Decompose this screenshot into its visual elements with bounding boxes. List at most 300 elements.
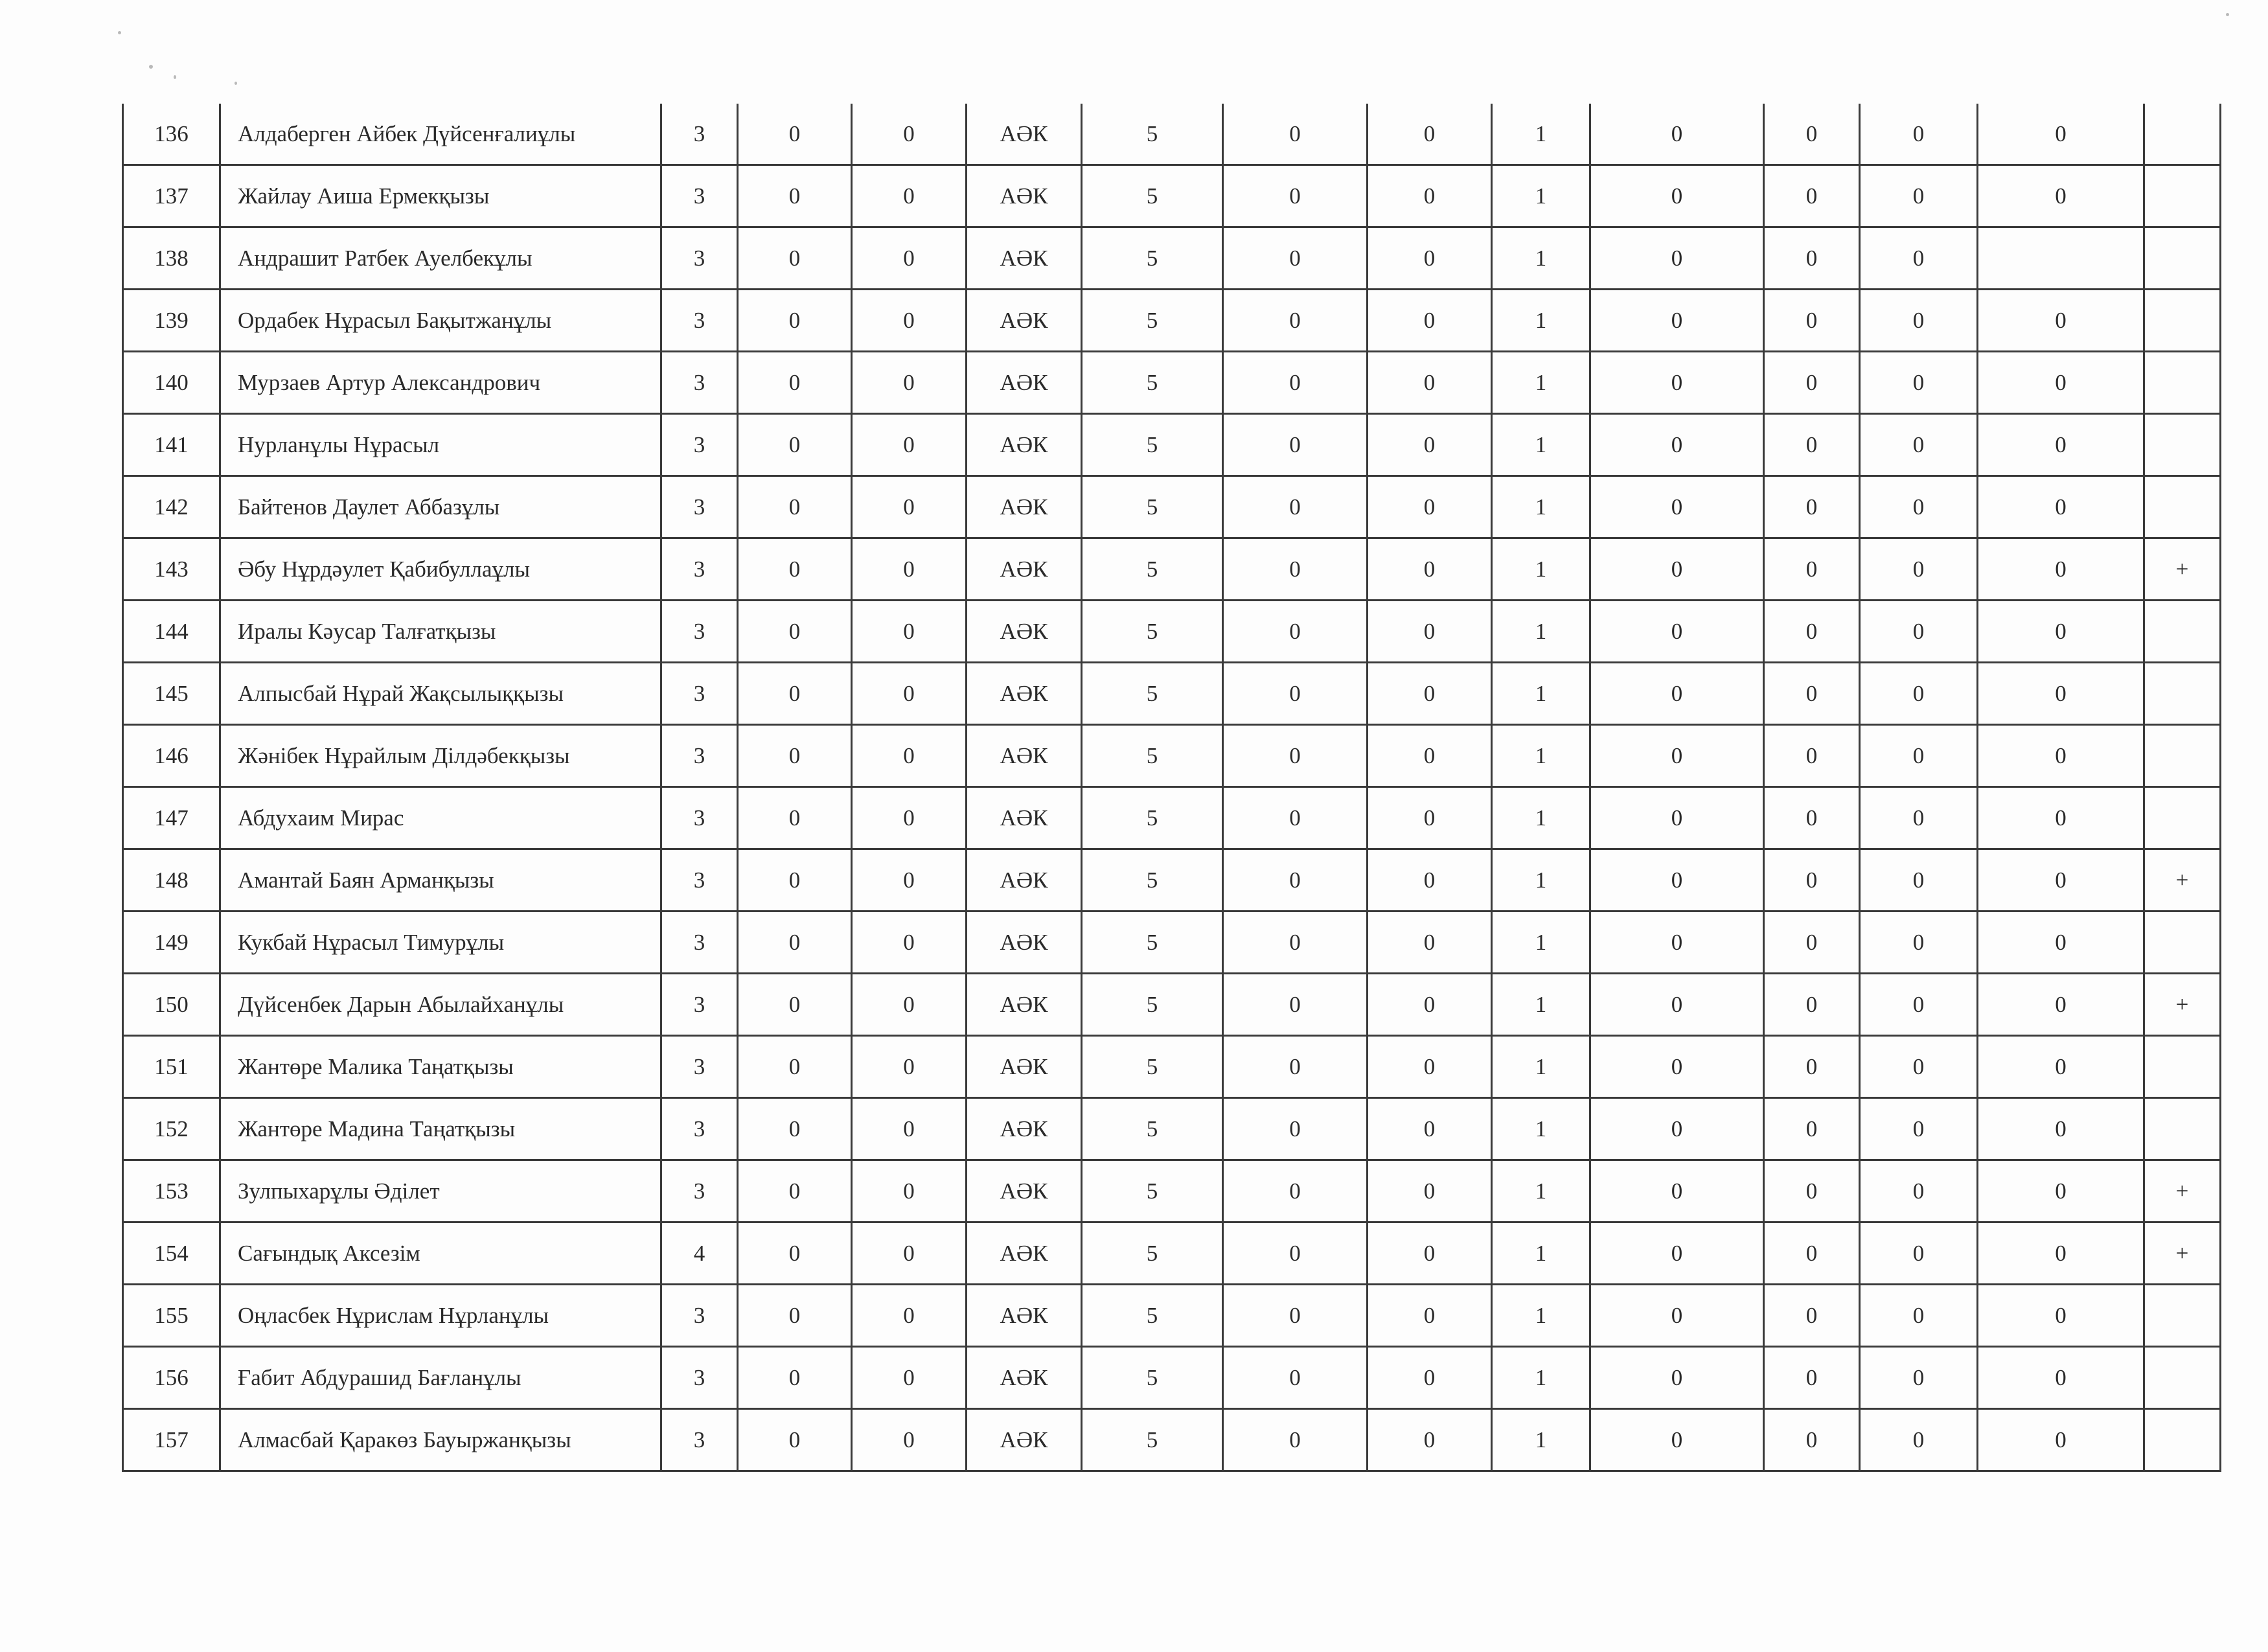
plus-mark-cell <box>2144 787 2221 849</box>
value-cell: 0 <box>1764 414 1860 476</box>
value-cell: 0 <box>1368 165 1492 227</box>
value-cell: 5 <box>1082 663 1223 725</box>
value-cell: 5 <box>1082 1222 1223 1285</box>
plus-mark-cell <box>2144 104 2221 165</box>
value-cell: 0 <box>1368 663 1492 725</box>
value-cell: 0 <box>1764 849 1860 912</box>
value-cell: 0 <box>1590 912 1764 974</box>
value-cell: 0 <box>1590 1098 1764 1160</box>
student-name: Әбу Нұрдәулет Қабибуллаұлы <box>220 538 661 601</box>
value-cell: 1 <box>1492 352 1590 414</box>
grade-cell: 3 <box>661 974 738 1036</box>
value-cell: 0 <box>1978 414 2144 476</box>
student-name: Алдаберген Айбек Дүйсенғалиұлы <box>220 104 661 165</box>
value-cell: 0 <box>852 1285 967 1347</box>
grade-cell: 3 <box>661 476 738 538</box>
value-cell: 0 <box>1223 538 1368 601</box>
value-cell: 0 <box>738 1098 852 1160</box>
value-cell: 0 <box>738 414 852 476</box>
value-cell: 0 <box>1590 1160 1764 1222</box>
value-cell: 0 <box>852 414 967 476</box>
value-cell: 1 <box>1492 1098 1590 1160</box>
value-cell: 0 <box>852 1222 967 1285</box>
plus-mark-cell <box>2144 1036 2221 1098</box>
table-row <box>123 1285 2221 1347</box>
scan-speck <box>149 65 153 69</box>
school-code-cell: АӘК <box>967 787 1082 849</box>
grade-cell: 3 <box>661 104 738 165</box>
plus-mark-cell: + <box>2144 1160 2221 1222</box>
school-code-cell: АӘК <box>967 227 1082 290</box>
row-number: 146 <box>123 725 220 787</box>
school-code-cell: АӘК <box>967 1098 1082 1160</box>
plus-mark-cell <box>2144 1098 2221 1160</box>
value-cell: 0 <box>738 1160 852 1222</box>
value-cell: 0 <box>1590 538 1764 601</box>
value-cell: 0 <box>1590 1347 1764 1409</box>
value-cell: 1 <box>1492 1409 1590 1471</box>
value-cell: 0 <box>852 1098 967 1160</box>
value-cell: 0 <box>1223 1409 1368 1471</box>
school-code-cell: АӘК <box>967 849 1082 912</box>
value-cell: 0 <box>1590 104 1764 165</box>
table-row <box>123 290 2221 352</box>
value-cell: 5 <box>1082 912 1223 974</box>
value-cell: 0 <box>1368 104 1492 165</box>
value-cell: 0 <box>1590 1222 1764 1285</box>
student-name: Зулпыхарұлы Әділет <box>220 1160 661 1222</box>
value-cell: 0 <box>1590 725 1764 787</box>
student-name: Ғабит Абдурашид Бағланұлы <box>220 1347 661 1409</box>
student-name: Ордабек Нұрасыл Бақытжанұлы <box>220 290 661 352</box>
row-number: 137 <box>123 165 220 227</box>
table-row <box>123 165 2221 227</box>
value-cell: 0 <box>1223 663 1368 725</box>
value-cell: 0 <box>852 663 967 725</box>
value-cell: 0 <box>1368 352 1492 414</box>
value-cell: 0 <box>1590 290 1764 352</box>
value-cell: 0 <box>1860 476 1978 538</box>
value-cell: 0 <box>1860 912 1978 974</box>
student-name: Жәнібек Нұрайлым Ділдәбекқызы <box>220 725 661 787</box>
value-cell: 0 <box>1860 1409 1978 1471</box>
value-cell: 0 <box>1978 1098 2144 1160</box>
value-cell: 0 <box>1223 104 1368 165</box>
value-cell: 0 <box>738 1222 852 1285</box>
row-number: 147 <box>123 787 220 849</box>
value-cell: 0 <box>1764 476 1860 538</box>
school-code-cell: АӘК <box>967 1347 1082 1409</box>
value-cell: 0 <box>1860 414 1978 476</box>
value-cell: 1 <box>1492 227 1590 290</box>
value-cell: 0 <box>1223 227 1368 290</box>
table-row <box>123 227 2221 290</box>
grade-cell: 3 <box>661 227 738 290</box>
value-cell: 0 <box>1978 849 2144 912</box>
value-cell: 0 <box>1978 601 2144 663</box>
value-cell: 0 <box>1978 787 2144 849</box>
value-cell: 5 <box>1082 290 1223 352</box>
grade-cell: 3 <box>661 414 738 476</box>
value-cell: 0 <box>1368 1036 1492 1098</box>
plus-mark-cell <box>2144 663 2221 725</box>
value-cell: 0 <box>1590 974 1764 1036</box>
value-cell: 1 <box>1492 787 1590 849</box>
grade-cell: 3 <box>661 1036 738 1098</box>
value-cell: 5 <box>1082 1036 1223 1098</box>
grade-cell: 4 <box>661 1222 738 1285</box>
grade-cell: 3 <box>661 1160 738 1222</box>
table-row <box>123 104 2221 165</box>
value-cell: 0 <box>1860 104 1978 165</box>
school-code-cell: АӘК <box>967 290 1082 352</box>
value-cell: 0 <box>1368 538 1492 601</box>
value-cell: 0 <box>852 290 967 352</box>
value-cell: 0 <box>1368 290 1492 352</box>
value-cell: 0 <box>1764 663 1860 725</box>
school-code-cell: АӘК <box>967 663 1082 725</box>
table-row <box>123 725 2221 787</box>
value-cell: 0 <box>1590 414 1764 476</box>
value-cell: 0 <box>738 227 852 290</box>
value-cell: 0 <box>1860 227 1978 290</box>
row-number: 149 <box>123 912 220 974</box>
value-cell: 0 <box>852 601 967 663</box>
value-cell: 0 <box>1223 414 1368 476</box>
value-cell: 1 <box>1492 538 1590 601</box>
value-cell: 0 <box>1978 912 2144 974</box>
value-cell: 0 <box>1368 414 1492 476</box>
value-cell: 0 <box>1764 538 1860 601</box>
value-cell: 0 <box>1860 1098 1978 1160</box>
value-cell: 0 <box>852 849 967 912</box>
value-cell: 0 <box>1590 227 1764 290</box>
plus-mark-cell <box>2144 352 2221 414</box>
value-cell: 0 <box>1860 1347 1978 1409</box>
school-code-cell: АӘК <box>967 165 1082 227</box>
row-number: 145 <box>123 663 220 725</box>
value-cell: 0 <box>1223 912 1368 974</box>
table-row <box>123 974 2221 1036</box>
value-cell: 0 <box>852 538 967 601</box>
value-cell: 0 <box>1860 1285 1978 1347</box>
value-cell: 0 <box>1590 601 1764 663</box>
table-row <box>123 414 2221 476</box>
value-cell: 0 <box>1368 974 1492 1036</box>
scan-speck <box>235 82 237 85</box>
plus-mark-cell <box>2144 1347 2221 1409</box>
value-cell: 0 <box>1860 601 1978 663</box>
value-cell: 0 <box>852 227 967 290</box>
value-cell: 0 <box>852 104 967 165</box>
value-cell: 0 <box>1764 1098 1860 1160</box>
value-cell: 0 <box>1590 663 1764 725</box>
value-cell: 0 <box>1764 165 1860 227</box>
row-number: 141 <box>123 414 220 476</box>
value-cell: 0 <box>1764 227 1860 290</box>
value-cell: 0 <box>738 601 852 663</box>
row-number: 148 <box>123 849 220 912</box>
plus-mark-cell <box>2144 601 2221 663</box>
plus-mark-cell: + <box>2144 849 2221 912</box>
value-cell: 5 <box>1082 538 1223 601</box>
value-cell: 0 <box>1764 352 1860 414</box>
row-number: 150 <box>123 974 220 1036</box>
grade-cell: 3 <box>661 538 738 601</box>
row-number: 143 <box>123 538 220 601</box>
value-cell: 0 <box>1978 663 2144 725</box>
school-code-cell: АӘК <box>967 725 1082 787</box>
value-cell: 0 <box>1590 1285 1764 1347</box>
value-cell: 1 <box>1492 165 1590 227</box>
student-name: Амантай Баян Арманқызы <box>220 849 661 912</box>
grade-cell: 3 <box>661 165 738 227</box>
value-cell: 0 <box>1860 290 1978 352</box>
value-cell: 0 <box>1223 165 1368 227</box>
table-row <box>123 1347 2221 1409</box>
student-name: Кукбай Нұрасыл Тимурұлы <box>220 912 661 974</box>
value-cell: 0 <box>738 104 852 165</box>
value-cell: 0 <box>738 912 852 974</box>
value-cell: 1 <box>1492 1285 1590 1347</box>
scan-speck <box>2226 13 2229 16</box>
school-code-cell: АӘК <box>967 352 1082 414</box>
value-cell: 0 <box>1590 849 1764 912</box>
value-cell: 0 <box>738 849 852 912</box>
value-cell: 1 <box>1492 1222 1590 1285</box>
value-cell: 5 <box>1082 227 1223 290</box>
student-name: Алмасбай Қаракөз Бауыржанқызы <box>220 1409 661 1471</box>
table-row <box>123 1160 2221 1222</box>
grade-cell: 3 <box>661 663 738 725</box>
student-roster-table <box>122 104 2221 1472</box>
value-cell: 5 <box>1082 165 1223 227</box>
value-cell: 0 <box>1978 725 2144 787</box>
school-code-cell: АӘК <box>967 912 1082 974</box>
value-cell: 0 <box>738 974 852 1036</box>
value-cell: 0 <box>852 1036 967 1098</box>
plus-mark-cell: + <box>2144 974 2221 1036</box>
table-row <box>123 1409 2221 1471</box>
value-cell: 0 <box>1764 290 1860 352</box>
student-name: Абдухаим Мирас <box>220 787 661 849</box>
school-code-cell: АӘК <box>967 1036 1082 1098</box>
value-cell: 1 <box>1492 290 1590 352</box>
value-cell: 5 <box>1082 974 1223 1036</box>
value-cell: 1 <box>1492 1347 1590 1409</box>
value-cell: 0 <box>1978 974 2144 1036</box>
table-row <box>123 601 2221 663</box>
value-cell: 0 <box>1764 104 1860 165</box>
value-cell: 0 <box>738 1036 852 1098</box>
row-number: 154 <box>123 1222 220 1285</box>
value-cell: 0 <box>1978 165 2144 227</box>
value-cell: 0 <box>738 787 852 849</box>
value-cell: 1 <box>1492 912 1590 974</box>
scan-speck <box>174 75 176 79</box>
value-cell: 0 <box>1223 1347 1368 1409</box>
student-name: Байтенов Даулет Аббазұлы <box>220 476 661 538</box>
value-cell: 0 <box>1590 1409 1764 1471</box>
grade-cell: 3 <box>661 912 738 974</box>
student-name: Дүйсенбек Дарын Абылайханұлы <box>220 974 661 1036</box>
plus-mark-cell <box>2144 1285 2221 1347</box>
table-row <box>123 1036 2221 1098</box>
value-cell: 0 <box>1223 974 1368 1036</box>
row-number: 151 <box>123 1036 220 1098</box>
school-code-cell: АӘК <box>967 1160 1082 1222</box>
school-code-cell: АӘК <box>967 1222 1082 1285</box>
value-cell: 0 <box>1223 1098 1368 1160</box>
value-cell: 5 <box>1082 1285 1223 1347</box>
value-cell: 0 <box>1223 725 1368 787</box>
value-cell: 0 <box>1978 1409 2144 1471</box>
value-cell: 0 <box>1223 1222 1368 1285</box>
grade-cell: 3 <box>661 290 738 352</box>
value-cell: 0 <box>1764 601 1860 663</box>
student-name: Оңласбек Нұрислам Нұрланұлы <box>220 1285 661 1347</box>
row-number: 136 <box>123 104 220 165</box>
value-cell: 5 <box>1082 787 1223 849</box>
value-cell: 0 <box>1978 1347 2144 1409</box>
row-number: 140 <box>123 352 220 414</box>
value-cell: 0 <box>1764 1160 1860 1222</box>
grade-cell: 3 <box>661 601 738 663</box>
table-row <box>123 476 2221 538</box>
value-cell: 0 <box>738 663 852 725</box>
value-cell: 5 <box>1082 1347 1223 1409</box>
row-number: 138 <box>123 227 220 290</box>
value-cell: 0 <box>1764 725 1860 787</box>
plus-mark-cell <box>2144 165 2221 227</box>
value-cell: 5 <box>1082 1409 1223 1471</box>
value-cell: 1 <box>1492 601 1590 663</box>
value-cell: 0 <box>1368 787 1492 849</box>
value-cell: 1 <box>1492 414 1590 476</box>
row-number: 155 <box>123 1285 220 1347</box>
grade-cell: 3 <box>661 1347 738 1409</box>
student-name: Жантөре Малика Таңатқызы <box>220 1036 661 1098</box>
value-cell: 0 <box>1978 1036 2144 1098</box>
school-code-cell: АӘК <box>967 476 1082 538</box>
value-cell: 0 <box>1860 352 1978 414</box>
row-number: 139 <box>123 290 220 352</box>
value-cell: 0 <box>1764 1222 1860 1285</box>
row-number: 157 <box>123 1409 220 1471</box>
value-cell: 0 <box>1223 1036 1368 1098</box>
value-cell: 0 <box>738 476 852 538</box>
value-cell: 0 <box>1978 476 2144 538</box>
school-code-cell: АӘК <box>967 1409 1082 1471</box>
value-cell: 0 <box>852 476 967 538</box>
value-cell: 0 <box>1223 1160 1368 1222</box>
table-row <box>123 663 2221 725</box>
value-cell: 0 <box>1590 787 1764 849</box>
value-cell: 0 <box>1860 1036 1978 1098</box>
plus-mark-cell: + <box>2144 538 2221 601</box>
value-cell: 5 <box>1082 1160 1223 1222</box>
school-code-cell: АӘК <box>967 414 1082 476</box>
value-cell: 0 <box>1223 787 1368 849</box>
value-cell: 0 <box>1978 290 2144 352</box>
value-cell: 0 <box>1368 601 1492 663</box>
value-cell: 5 <box>1082 414 1223 476</box>
value-cell: 0 <box>1223 601 1368 663</box>
value-cell: 0 <box>1978 1285 2144 1347</box>
grade-cell: 3 <box>661 849 738 912</box>
plus-mark-cell <box>2144 725 2221 787</box>
value-cell: 0 <box>1223 849 1368 912</box>
table-row <box>123 538 2221 601</box>
value-cell: 0 <box>852 352 967 414</box>
roster-body <box>123 104 2221 1471</box>
value-cell: 0 <box>1223 476 1368 538</box>
plus-mark-cell <box>2144 227 2221 290</box>
grade-cell: 3 <box>661 1285 738 1347</box>
value-cell: 0 <box>1764 1409 1860 1471</box>
value-cell: 0 <box>1978 538 2144 601</box>
plus-mark-cell <box>2144 912 2221 974</box>
value-cell: 0 <box>738 165 852 227</box>
value-cell: 0 <box>1764 1036 1860 1098</box>
value-cell: 0 <box>1978 1160 2144 1222</box>
value-cell: 0 <box>1368 1098 1492 1160</box>
school-code-cell: АӘК <box>967 104 1082 165</box>
plus-mark-cell <box>2144 476 2221 538</box>
value-cell: 0 <box>1978 1222 2144 1285</box>
value-cell: 0 <box>852 165 967 227</box>
value-cell: 0 <box>1860 1160 1978 1222</box>
plus-mark-cell <box>2144 290 2221 352</box>
value-cell: 1 <box>1492 1036 1590 1098</box>
value-cell: 0 <box>1368 476 1492 538</box>
value-cell: 5 <box>1082 104 1223 165</box>
value-cell: 0 <box>1764 912 1860 974</box>
grade-cell: 3 <box>661 352 738 414</box>
value-cell: 0 <box>1860 1222 1978 1285</box>
value-cell: 0 <box>1368 849 1492 912</box>
value-cell: 0 <box>1860 663 1978 725</box>
value-cell: 0 <box>738 725 852 787</box>
value-cell: 0 <box>738 1347 852 1409</box>
value-cell: 1 <box>1492 849 1590 912</box>
value-cell: 0 <box>1590 476 1764 538</box>
value-cell: 1 <box>1492 104 1590 165</box>
value-cell: 0 <box>1590 352 1764 414</box>
value-cell: 0 <box>1860 165 1978 227</box>
value-cell: 0 <box>852 725 967 787</box>
school-code-cell: АӘК <box>967 1285 1082 1347</box>
value-cell: 0 <box>1368 1222 1492 1285</box>
table-row <box>123 787 2221 849</box>
row-number: 156 <box>123 1347 220 1409</box>
value-cell: 0 <box>1860 974 1978 1036</box>
student-name: Алпысбай Нұрай Жақсылыққызы <box>220 663 661 725</box>
value-cell: 0 <box>852 787 967 849</box>
value-cell: 0 <box>1764 1285 1860 1347</box>
value-cell: 0 <box>738 352 852 414</box>
value-cell: 1 <box>1492 663 1590 725</box>
grade-cell: 3 <box>661 725 738 787</box>
table-row <box>123 912 2221 974</box>
value-cell: 0 <box>1368 1409 1492 1471</box>
value-cell: 0 <box>1978 104 2144 165</box>
grade-cell: 3 <box>661 1409 738 1471</box>
value-cell: 0 <box>738 538 852 601</box>
value-cell: 5 <box>1082 352 1223 414</box>
value-cell: 0 <box>1860 538 1978 601</box>
table-row <box>123 1222 2221 1285</box>
